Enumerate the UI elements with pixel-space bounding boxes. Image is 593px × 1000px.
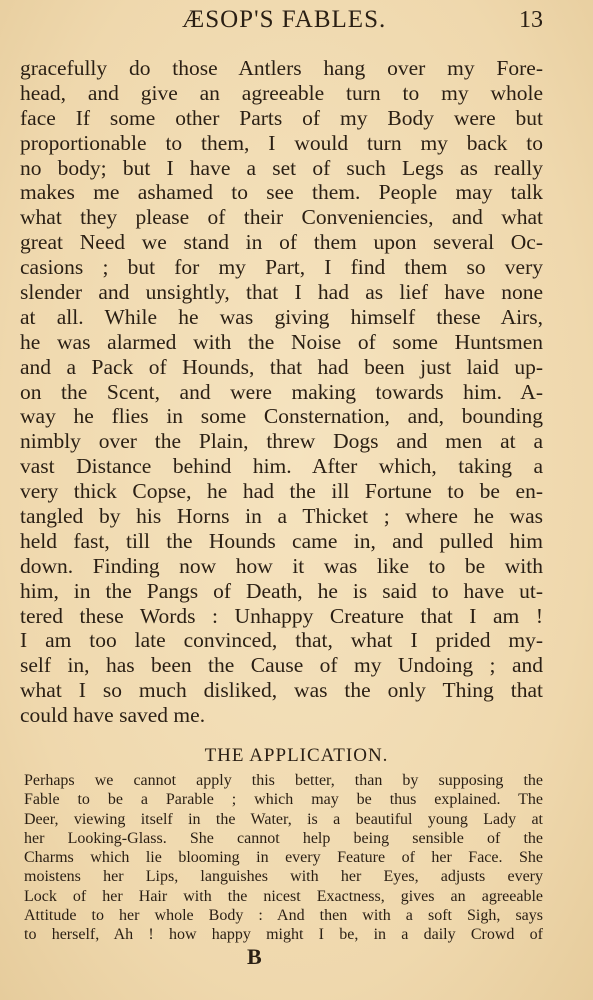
application-line: Lock of her Hair with the nicest Exactness, gives an agreeable [24,887,543,905]
text-line: no body; but I have a set of such Legs as really [20,155,543,180]
text-line: at all. While he was giving himself these Airs, [20,304,543,329]
running-title: ÆSOP'S FABLES. [182,6,387,33]
text-line: head, and give an agreeable turn to my whole [20,80,543,105]
text-line: casions ; but for my Part, I find them so very [20,255,543,280]
text-line: way he flies in some Consternation, and, bounding [20,404,543,429]
fable-text [20,56,543,728]
application-line: moistens her Lips, languishes with her Eyes, adjusts every [24,868,543,886]
text-line: what they please of their Conveniencies, and what [20,205,543,230]
text-line: makes me ashamed to see them. People may talk [20,180,543,205]
text-line: vast Distance behind him. After which, taking a [20,454,543,479]
text-line: great Need we stand in of them upon several Oc- [20,230,543,255]
signature-mark: B [247,944,262,969]
text-line: I am too late convinced, that, what I prided my- [20,628,543,653]
text-line: face If some other Parts of my Body were but [20,105,543,130]
application-line: Fable to be a Parable ; which may be thus explained. The [24,791,543,809]
application-line: Attitude to her whole Body : And then with a soft Sigh, says [24,907,543,925]
text-line: what I so much disliked, was the only Thing that [20,678,543,703]
text-line: him, in the Pangs of Death, he is said to have ut- [20,578,543,603]
application-heading: THE APPLICATION. [204,745,389,766]
application-line: Deer, viewing itself in the Water, is a beautiful young Lady at [24,810,543,828]
application-text [24,771,543,945]
application-line: to herself, Ah ! how happy might I be, in a daily Crowd of [24,926,543,944]
text-line: nimbly over the Plain, threw Dogs and men at a [20,429,543,454]
text-line: could have saved me. [20,703,206,728]
text-line: tangled by his Horns in a Thicket ; where he was [20,504,543,529]
application-line: Perhaps we cannot apply this better, than by supposing the [24,772,543,789]
text-line: held fast, till the Hounds came in, and pulled him [20,528,543,553]
running-head [0,4,593,36]
text-line: gracefully do those Antlers hang over my Fore- [20,56,543,80]
text-line: he was alarmed with the Noise of some Huntsmen [20,329,543,354]
application-line: Charms which lie blooming in every Feature of her Face. She [24,849,543,867]
text-line: slender and unsightly, that I had as lief have none [20,280,543,305]
text-line: and a Pack of Hounds, that had been just laid up- [20,354,543,379]
text-line: tered these Words : Unhappy Creature that I am ! [20,603,543,628]
text-line: on the Scent, and were making towards him. A- [20,379,543,404]
text-line: very thick Copse, he had the ill Fortune to be en- [20,479,543,504]
application-line: her Looking-Glass. She cannot help being sensible of the [24,829,543,847]
page-number: 13 [519,7,543,33]
text-line: proportionable to them, I would turn my back to [20,130,543,155]
text-line: self in, has been the Cause of my Undoing ; and [20,653,543,678]
text-line: down. Finding now how it was like to be with [20,553,543,578]
